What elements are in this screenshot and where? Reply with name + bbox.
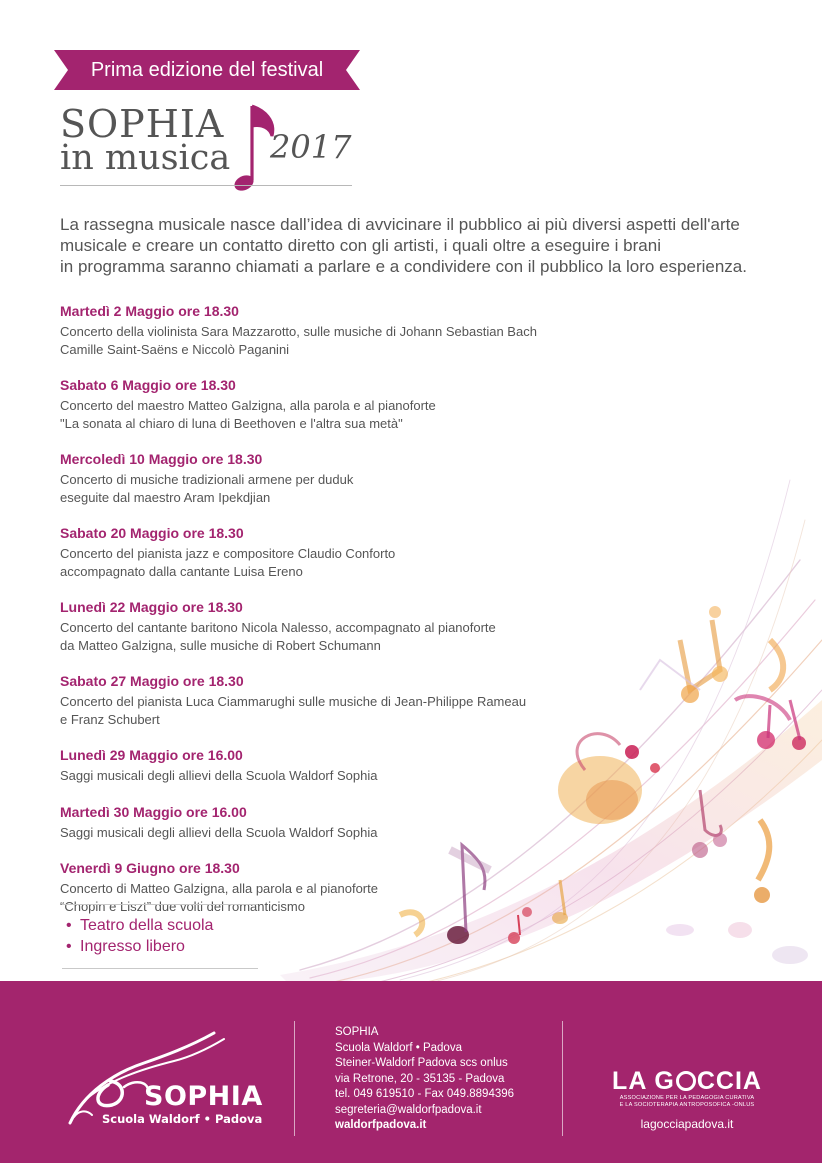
venue-item [62, 915, 258, 936]
contact-school: Scuola Waldorf • Padova [335, 1041, 462, 1054]
contact-company: Steiner-Waldorf Padova scs onlus [335, 1057, 508, 1069]
event-schedule [60, 303, 620, 934]
intro-line: musicale e creare un contatto diretto con gli artisti, i quali oltre a eseguire i brani [60, 236, 661, 255]
title-divider [60, 185, 352, 186]
event-date: Sabato 20 Maggio ore 18.30 [60, 525, 244, 541]
footer [0, 981, 822, 1163]
contact-name: SOPHIA [335, 1026, 379, 1038]
event-item [60, 673, 620, 728]
event-description: eseguite dal maestro Aram Ipekdjian [60, 489, 271, 505]
event-description: Saggi musicali degli allievi della Scuola Waldorf Sophia [60, 824, 378, 840]
water-drop-icon [676, 1071, 696, 1091]
event-item [60, 377, 620, 432]
festival-banner [54, 50, 360, 90]
event-description: Saggi musicali degli allievi della Scuola Waldorf Sophia [60, 768, 378, 783]
event-description: “Chopin e Liszt” due volti del romanticismo [60, 898, 305, 914]
event-date: Martedì 30 Maggio ore 16.00 [60, 803, 247, 820]
contact-email[interactable]: segreteria@waldorfpadova.it [335, 1103, 482, 1116]
event-description: accompagnato dalla cantante Luisa Ereno [60, 563, 303, 579]
title-sophia: SOPHIA [60, 102, 225, 146]
la-goccia-name-part: LA G [612, 1067, 675, 1095]
sophia-logo-icon [64, 1023, 264, 1135]
event-description: Concerto di musiche tradizionali armene per duduk [60, 472, 354, 487]
event-description: Concerto della violinista Sara Mazzarotto, sulle musiche di Johann Sebastian Bach [60, 324, 537, 339]
title-in-musica: in musica [60, 138, 231, 178]
event-date: Venerdì 9 Giugno ore 18.30 [60, 860, 240, 876]
event-description: Concerto del cantante baritono Nicola Nalesso, accompagnato al pianoforte [60, 620, 496, 635]
sophia-logo-name: SOPHIA [144, 1081, 263, 1112]
event-description: Camille Saint-Saëns e Niccolò Paganini [60, 341, 290, 357]
venue-label: Ingresso libero [80, 938, 185, 955]
event-item [60, 303, 620, 358]
event-item [60, 747, 620, 785]
contact-phone: tel. 049 619510 - Fax 049.8894396 [335, 1088, 515, 1100]
contact-block [335, 1025, 514, 1134]
intro-line: La rassegna musicale nasce dall’idea di avvicinare il pubblico ai più diversi aspetti dell'arte [60, 215, 740, 234]
footer-divider [294, 1021, 295, 1136]
contact-address: via Retrone, 20 - 35135 - Padova [335, 1072, 505, 1085]
la-goccia-name-part: CCIA [696, 1067, 762, 1095]
event-date: Martedì 2 Maggio ore 18.30 [60, 303, 239, 319]
bullet: • [66, 917, 72, 934]
contact-website[interactable]: waldorfpadova.it [335, 1119, 427, 1131]
venue-label: Teatro della scuola [80, 917, 214, 934]
event-description: Concerto di Matteo Galzigna, alla parola e al pianoforte [60, 881, 378, 896]
event-date: Lunedì 22 Maggio ore 18.30 [60, 599, 243, 615]
event-description: Concerto del maestro Matteo Galzigna, alla parola e al pianoforte [60, 398, 436, 413]
la-goccia-website[interactable]: lagocciapadova.it [640, 1117, 734, 1131]
venue-info [62, 904, 258, 969]
la-goccia-subtitle: E LA SOCIOTERAPIA ANTROPOSOFICA -ONLUS [619, 1102, 755, 1108]
event-date: Mercoledì 10 Maggio ore 18.30 [60, 451, 263, 467]
event-item [60, 599, 620, 654]
la-goccia-name [612, 1067, 762, 1095]
event-date: Sabato 27 Maggio ore 18.30 [60, 673, 244, 689]
footer-divider [562, 1021, 563, 1136]
event-date: Sabato 6 Maggio ore 18.30 [60, 377, 236, 393]
event-description: Concerto del pianista Luca Ciammarughi sulle musiche di Jean-Philippe Rameau [60, 694, 527, 709]
sophia-logo-subtitle: Scuola Waldorf • Padova [102, 1112, 263, 1126]
event-description: Concerto del pianista jazz e compositore Claudio Conforto [60, 546, 396, 561]
intro-paragraph [60, 214, 780, 277]
event-date: Lunedì 29 Maggio ore 16.00 [60, 747, 243, 763]
event-item [60, 525, 620, 580]
event-item [60, 451, 620, 506]
la-goccia-logo [612, 1067, 762, 1131]
venue-item [62, 936, 258, 957]
banner-text: Prima edizione del festival [90, 59, 324, 81]
event-description: e Franz Schubert [60, 711, 160, 727]
title-year: 2017 [270, 128, 352, 166]
event-description: da Matteo Galzigna, sulle musiche di Robert Schumann [60, 637, 381, 653]
event-item [60, 804, 620, 842]
event-description: "La sonata al chiaro di luna di Beethoven e l'altra sua metà" [60, 415, 403, 431]
intro-line: in programma saranno chiamati a parlare e a condividere con il pubblico la loro esperienza. [60, 257, 747, 276]
la-goccia-subtitle: ASSOCIAZIONE PER LA PEDAGOGIA CURATIVA [619, 1095, 755, 1101]
bullet: • [66, 938, 72, 955]
